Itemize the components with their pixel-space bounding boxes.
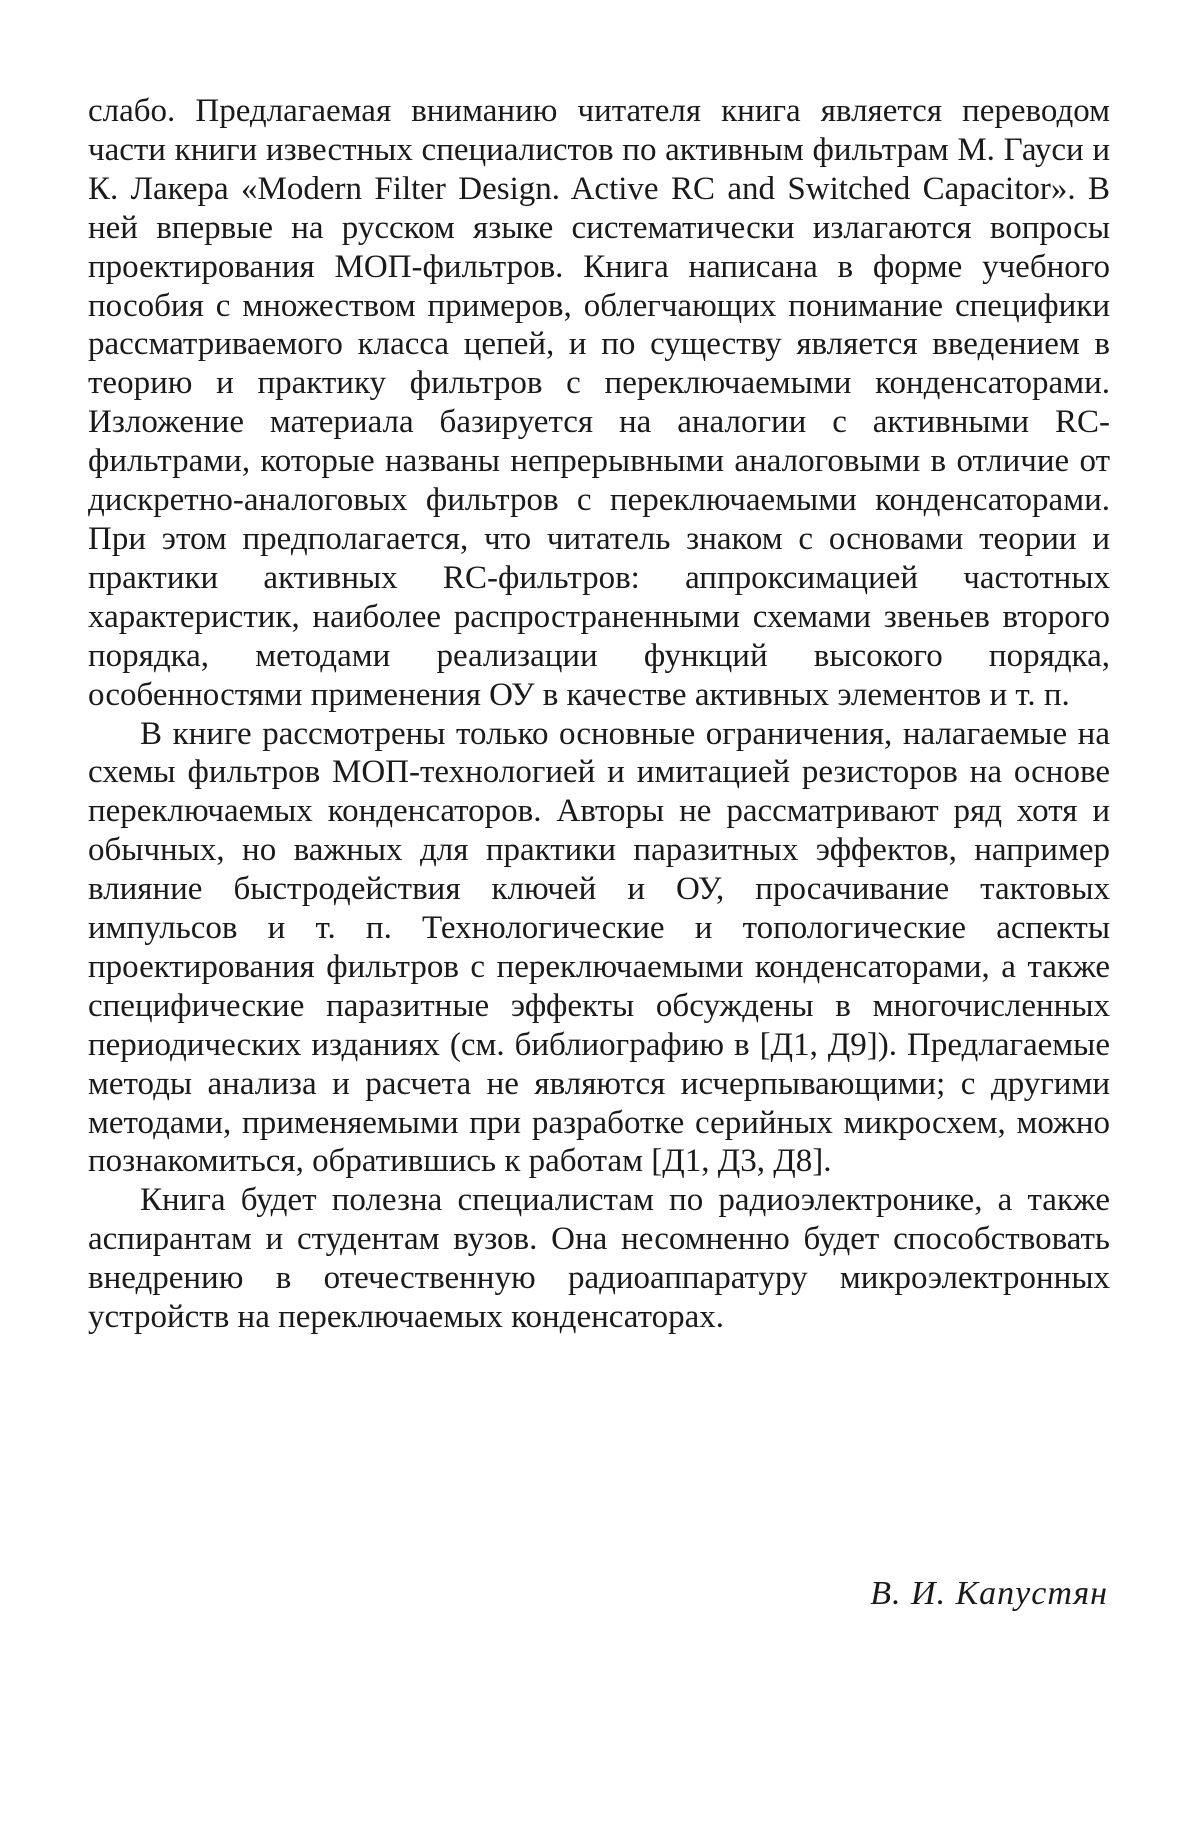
paragraph-2: В книге рассмотрены только основные ограничения, налагаемые на схемы фильтров МОП-технологией и имитацией резисторов на основе переключаемых конденсаторов. Авторы не рассматривают ряд хотя и обычных, но важных для практики паразитных эффектов, например влияние быстродействия ключей и ОУ, просачивание тактовых импульсов и т. п. Технологические и топологические аспекты проектирования фильтров с переключаемыми конденсаторами, а также специфические паразитные эффекты обсуждены в многочисленных периодических изданиях (см. библиографию в [Д1, Д9]). Предлагаемые методы анализа и расчета не являются исчерпывающими; с другими методами, применяемыми при разработке серийных микросхем, можно познакомиться, обратившись к работам [Д1, Д3, Д8]. xyxy=(88,715,1110,1180)
paragraph-1: слабо. Предлагаемая вниманию читателя книга является переводом части книги известных специалистов по активным фильтрам М. Гауси и К. Лакера «Modern Filter Design. Active RC and Switched Capacitor». В ней впервые на русском языке систематически излагаются вопросы проектирования МОП-фильтров. Книга написана в форме учебного пособия с множеством примеров, облегчающих понимание специфики рассматриваемого класса цепей, и по существу является введением в теорию и практику фильтров с переключаемыми конденсаторами. Изложение материала базируется на аналогии с активными RC-фильтрами, которые названы непрерывными аналоговыми в отличие от дискретно-аналоговых фильтров с переключаемыми конденсаторами. При этом предполагается, что читатель знаком с основами теории и практики активных RC-фильтров: аппроксимацией частотных характеристик, наиболее распространенными схемами звеньев второго порядка, методами реализации функций высокого порядка, особенностями применения ОУ в качестве активных элементов и т. п. xyxy=(88,93,1110,713)
document-body xyxy=(88,92,1110,1337)
paragraph-3: Книга будет полезна специалистам по радиоэлектронике, а также аспирантам и студентам вузов. Она несомненно будет способствовать внедрению в отечественную радиоаппаратуру микроэлектронных устройств на переключаемых конденсаторах. xyxy=(88,1182,1110,1336)
author-signature: В. И. Капустян xyxy=(870,1575,1108,1612)
